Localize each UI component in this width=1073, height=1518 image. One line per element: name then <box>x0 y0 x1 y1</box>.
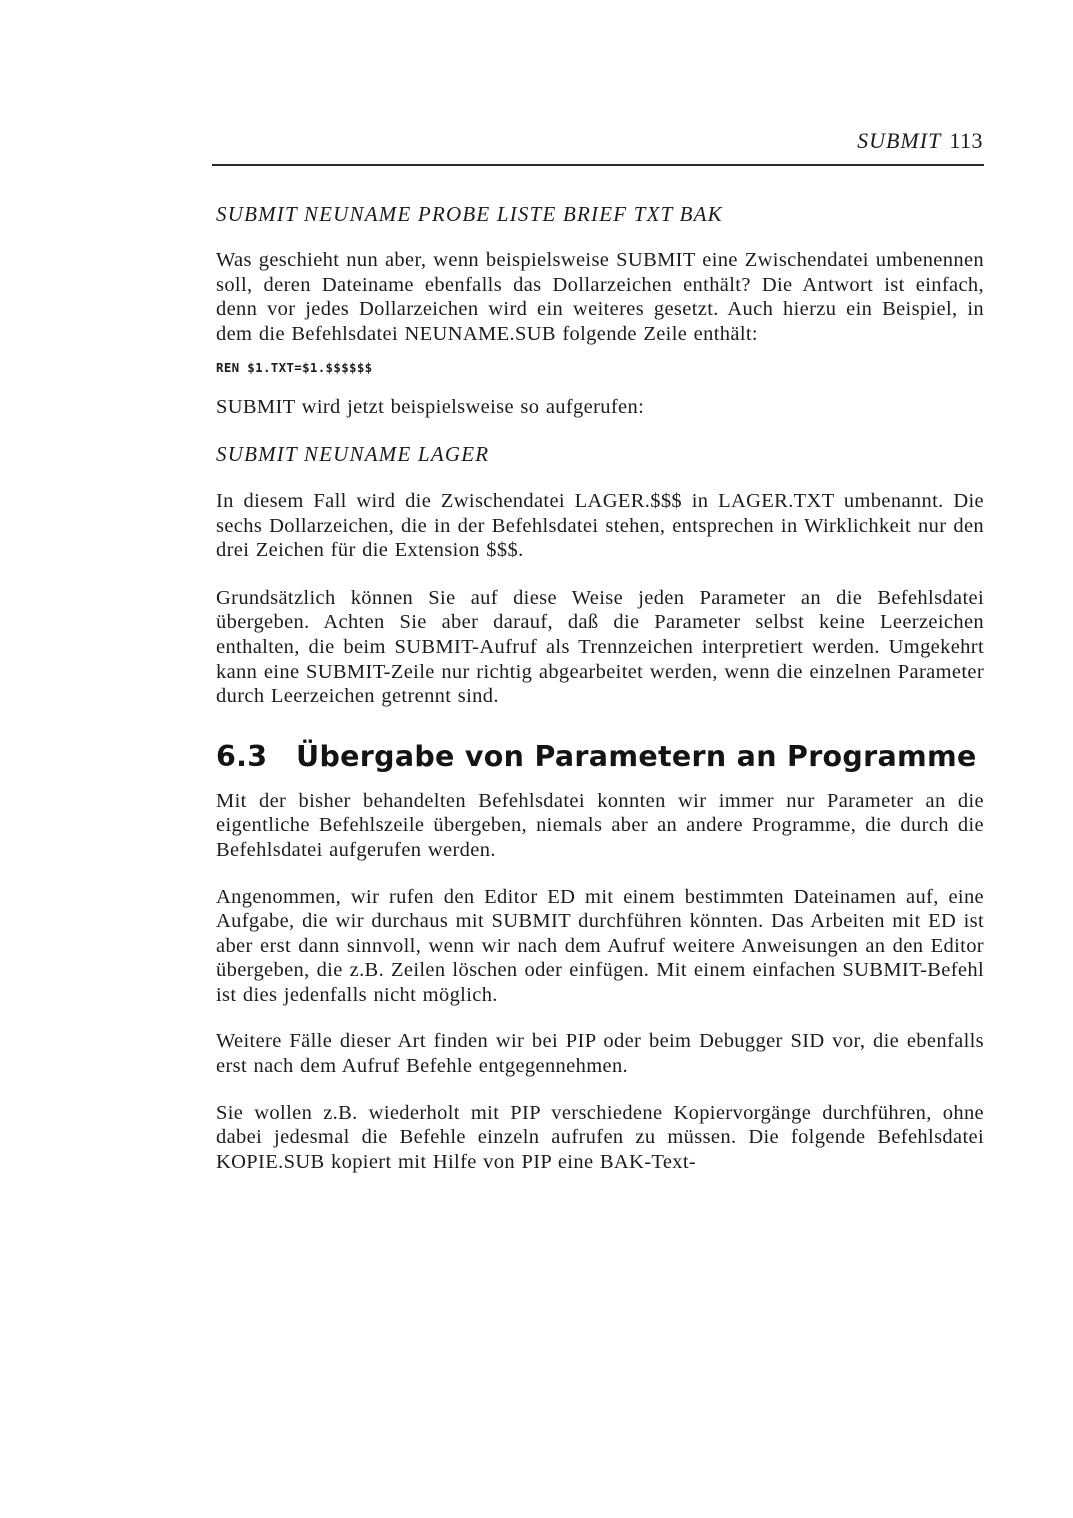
command-example: SUBMIT NEUNAME LAGER <box>216 441 490 466</box>
section-title: Übergabe von Parametern an Programme <box>296 739 977 773</box>
paragraph: Mit der bisher behandelten Befehlsdatei konnten wir immer nur Parameter an die eigentliche Befehlszeile übergeben, niemals aber an andere Programme, die durch die Befehlsdatei aufgerufen werden. <box>216 789 984 861</box>
section-heading <box>216 739 984 775</box>
running-head <box>215 128 983 154</box>
paragraph: Was geschieht nun aber, wenn beispielsweise SUBMIT eine Zwischendatei umbenennen soll, deren Dateiname ebenfalls das Dollarzeichen enthält? Die Antwort ist einfach, denn vor jedes Dollarzeichen wird ein weiteres gesetzt. Auch hierzu ein Beispiel, in dem die Befehlsdatei NEUNAME.SUB folgende Zeile enthält: <box>216 249 984 345</box>
paragraph: Grundsätzlich können Sie auf diese Weise jeden Parameter an die Befehlsdatei übergeben. Achten Sie aber darauf, daß die Parameter selbst keine Leerzeichen enthalten, die beim SUBMIT-Aufruf als Trennzeichen interpretiert werden. Umgekehrt kann eine SUBMIT-Zeile nur richtig abgearbeitet werden, wenn die einzelnen Parameter durch Leerzeichen getrennt sind. <box>216 586 984 708</box>
paragraph: In diesem Fall wird die Zwischendatei LAGER.$$$ in LAGER.TXT umbenannt. Die sechs Dollarzeichen, die in der Befehlsdatei stehen, entsprechen in Wirklichkeit nur den drei Zeichen für die Extension $$$. <box>216 489 984 562</box>
paragraph: SUBMIT wird jetzt beispielsweise so aufgerufen: <box>216 396 645 419</box>
command-example: SUBMIT NEUNAME PROBE LISTE BRIEF TXT BAK <box>216 202 723 226</box>
header-rule <box>212 164 984 166</box>
code-line: REN $1.TXT=$1.$$$$$$ <box>216 360 373 376</box>
paragraph: Sie wollen z.B. wiederholt mit PIP verschiedene Kopiervorgänge durchführen, ohne dabei jedesmal die Befehle einzeln aufrufen zu müssen. Die folgende Befehlsdatei KOPIE.SUB kopiert mit Hilfe von PIP eine BAK-Text- <box>216 1101 984 1173</box>
section-number: 6.3 <box>216 739 268 773</box>
paragraph: Angenommen, wir rufen den Editor ED mit einem bestimmten Dateinamen auf, eine Aufgabe, die wir durchaus mit SUBMIT durchführen könnten. Das Arbeiten mit ED ist aber erst dann sinnvoll, wenn wir nach dem Aufruf weitere Anweisungen an den Editor übergeben, die z.B. Zeilen löschen oder einfügen. Mit einem einfachen SUBMIT-Befehl ist dies jedenfalls nicht möglich. <box>216 885 984 1006</box>
running-head-title: SUBMIT <box>857 128 942 153</box>
page-body <box>216 200 984 1174</box>
paragraph: Weitere Fälle dieser Art finden wir bei PIP oder beim Debugger SID vor, die ebenfalls erst nach dem Aufruf Befehle entgegennehmen. <box>216 1030 984 1078</box>
page-number: 113 <box>949 128 983 153</box>
